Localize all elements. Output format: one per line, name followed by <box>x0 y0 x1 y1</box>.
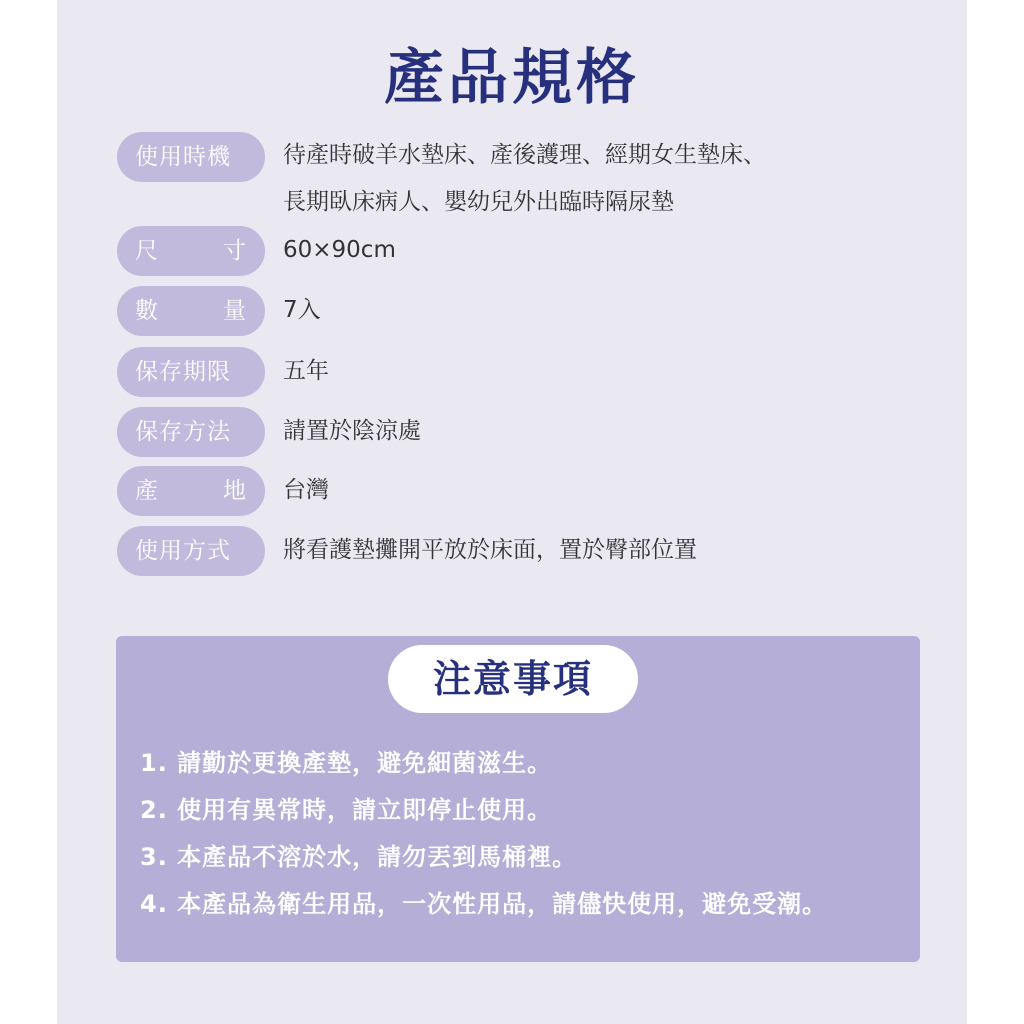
spec-label-text: 保存方法 <box>135 419 231 445</box>
notice-item: 4. 本產品為衛生用品，一次性用品，請儘快使用，避免受潮。 <box>140 890 828 918</box>
spec-label-text: 保存期限 <box>135 359 231 385</box>
spec-label-text: 使用時機 <box>135 144 231 170</box>
spec-row-storage <box>117 407 421 457</box>
spec-label <box>117 466 265 516</box>
spec-label-char: 產 <box>135 478 159 504</box>
notice-item: 2. 使用有異常時，請立即停止使用。 <box>140 796 553 824</box>
spec-value: 待產時破羊水墊床、產後護理、經期女生墊床、 長期臥床病人、嬰幼兒外出臨時隔尿墊 <box>283 142 766 215</box>
spec-value: 7入 <box>283 297 321 323</box>
spec-value: 五年 <box>283 358 329 384</box>
spec-label-char: 尺 <box>135 238 159 264</box>
spec-label <box>117 132 265 182</box>
spec-label-text: 使用方式 <box>135 538 231 564</box>
spec-label <box>117 286 265 336</box>
spec-row-origin <box>117 466 329 516</box>
spec-value: 60×90cm <box>283 237 396 263</box>
page-title: 產品規格 <box>384 43 640 113</box>
spec-label <box>117 526 265 576</box>
notice-list <box>140 740 827 928</box>
spec-label-char: 地 <box>223 478 247 504</box>
notice-item: 3. 本產品不溶於水，請勿丟到馬桶裡。 <box>140 843 578 871</box>
spec-row-shelf-life <box>117 347 329 397</box>
notice-item: 1. 請勤於更換產墊，避免細菌滋生。 <box>140 749 553 777</box>
spec-label <box>117 407 265 457</box>
spec-label-char: 數 <box>135 298 159 324</box>
spec-row-usage-timing <box>117 132 766 226</box>
spec-row-quantity <box>117 286 321 336</box>
spec-value: 請置於陰涼處 <box>283 418 421 444</box>
spec-value: 台灣 <box>283 477 329 503</box>
spec-row-size <box>117 226 396 276</box>
spec-value: 將看護墊攤開平放於床面，置於臀部位置 <box>283 537 697 563</box>
spec-label <box>117 226 265 276</box>
notice-title: 注意事項 <box>388 645 638 713</box>
notice-box <box>116 636 920 962</box>
spec-label-char: 寸 <box>223 238 247 264</box>
spec-label <box>117 347 265 397</box>
spec-label-char: 量 <box>223 298 247 324</box>
spec-row-usage-method <box>117 526 697 576</box>
